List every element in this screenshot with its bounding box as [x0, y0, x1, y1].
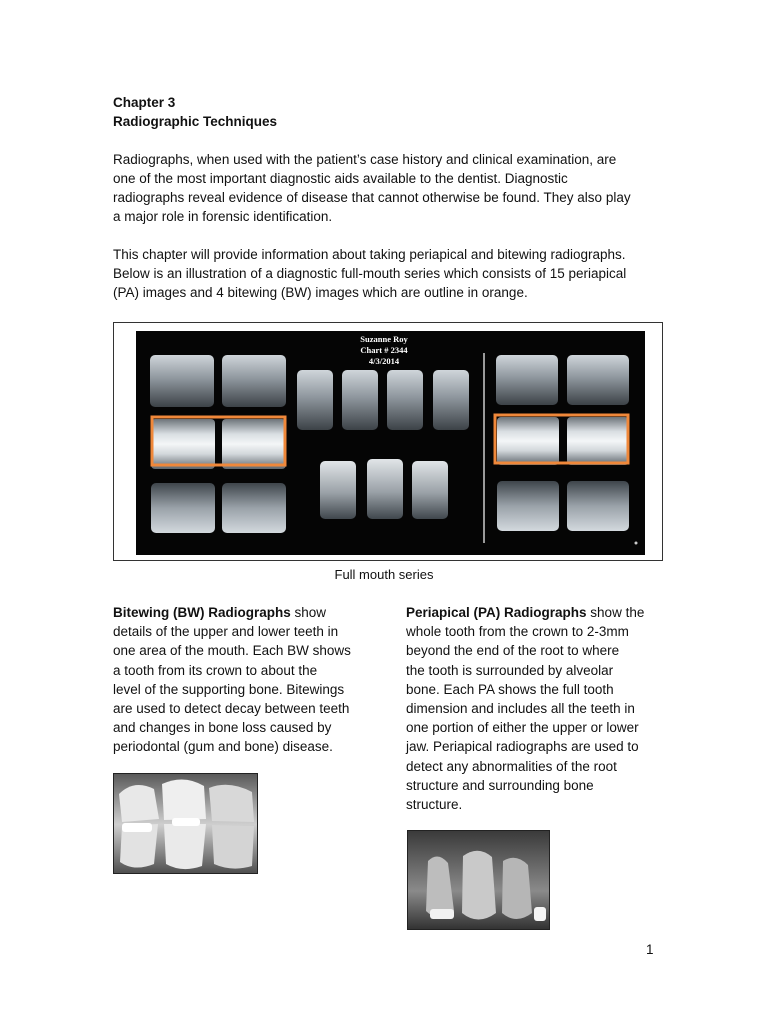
- bitewing-text: are used to detect decay between teeth: [113, 701, 350, 717]
- info-line: Below is an illustration of a diagnostic full-mouth series which consists of 15 periapical: [113, 266, 627, 281]
- pa-film: [433, 370, 469, 430]
- periapical-text: one portion of either the upper or lower: [406, 720, 639, 736]
- pa-film: [496, 355, 558, 405]
- periapical-text: whole tooth from the crown to 2-3mm: [406, 624, 629, 640]
- periapical-text: the tooth is surrounded by alveolar: [406, 662, 614, 678]
- pa-film: [567, 355, 629, 405]
- pa-film: [387, 370, 423, 430]
- xray-mount-svg: [136, 331, 645, 555]
- periapical-term: Periapical (PA) Radiographs: [406, 605, 587, 620]
- bitewing-text: one area of the mouth. Each BW shows: [113, 643, 351, 659]
- info-line: This chapter will provide information about taking periapical and bitewing radiographs.: [113, 247, 626, 262]
- periapical-text: beyond the end of the root to where: [406, 643, 620, 659]
- periapical-text: show the: [586, 605, 645, 620]
- intro-line: radiographs reveal evidence of disease that cannot otherwise be found. They also play: [113, 190, 631, 205]
- intro-paragraph: [113, 150, 658, 226]
- bitewing-text: show: [290, 605, 327, 620]
- bitewing-text: details of the upper and lower teeth in: [113, 624, 339, 640]
- periapical-text: structure.: [406, 797, 463, 813]
- bitewing-text: level of the supporting bone. Bitewings: [113, 681, 345, 697]
- mount-labels: [360, 334, 408, 366]
- pa-film: [412, 461, 448, 519]
- chapter-title-block: [113, 93, 277, 131]
- date-label: 4/3/2014: [368, 356, 400, 366]
- pa-film: [222, 355, 286, 407]
- bitewing-term: Bitewing (BW) Radiographs: [113, 605, 291, 620]
- bitewing-text: a tooth from its crown to about the: [113, 662, 318, 678]
- pa-film: [567, 481, 629, 531]
- intro-line: one of the most important diagnostic aids available to the dentist. Diagnostic: [113, 171, 568, 186]
- chapter-label: Chapter 3: [113, 95, 176, 110]
- pa-film: [497, 481, 559, 531]
- bitewing-text: and changes in bone loss caused by: [113, 720, 332, 736]
- periapical-text: dimension and includes all the teeth in: [406, 701, 635, 717]
- full-mouth-series-figure: [113, 322, 663, 561]
- periapical-xray-photo: [407, 830, 550, 930]
- intro-line: a major role in forensic identification.: [113, 209, 333, 224]
- periapical-text: structure and surrounding bone: [406, 777, 594, 793]
- mount-dot: [635, 542, 638, 545]
- chart-number-label: Chart # 2344: [360, 345, 408, 355]
- pa-film: [320, 461, 356, 519]
- pa-film: [367, 459, 403, 519]
- bitewing-text: periodontal (gum and bone) disease.: [113, 739, 333, 755]
- bitewing-description: [113, 603, 373, 757]
- bw-film: [151, 419, 215, 469]
- bw-film: [497, 417, 559, 465]
- chapter-heading: Radiographic Techniques: [113, 114, 278, 129]
- periapical-text: detect any abnormalities of the root: [406, 758, 617, 774]
- figure-caption: Full mouth series: [334, 567, 434, 582]
- periapical-text: bone. Each PA shows the full tooth: [406, 681, 614, 697]
- periapical-description: [406, 603, 666, 814]
- pa-film: [222, 483, 286, 533]
- bw-film: [222, 419, 286, 469]
- page-number: 1: [646, 942, 654, 957]
- xray-mount-image: [136, 331, 645, 555]
- info-line: (PA) images and 4 bitewing (BW) images which are outline in orange.: [113, 285, 528, 300]
- intro-line: Radiographs, when used with the patient’s case history and clinical examination, are: [113, 152, 617, 167]
- patient-name-label: Suzanne Roy: [360, 334, 408, 344]
- pa-film: [342, 370, 378, 430]
- bitewing-xray-photo: [113, 773, 258, 874]
- pa-film: [151, 483, 215, 533]
- periapical-text: jaw. Periapical radiographs are used to: [406, 739, 639, 755]
- pa-film: [297, 370, 333, 430]
- chapter-info-paragraph: [113, 245, 658, 302]
- bw-film: [567, 417, 629, 465]
- pa-film: [150, 355, 214, 407]
